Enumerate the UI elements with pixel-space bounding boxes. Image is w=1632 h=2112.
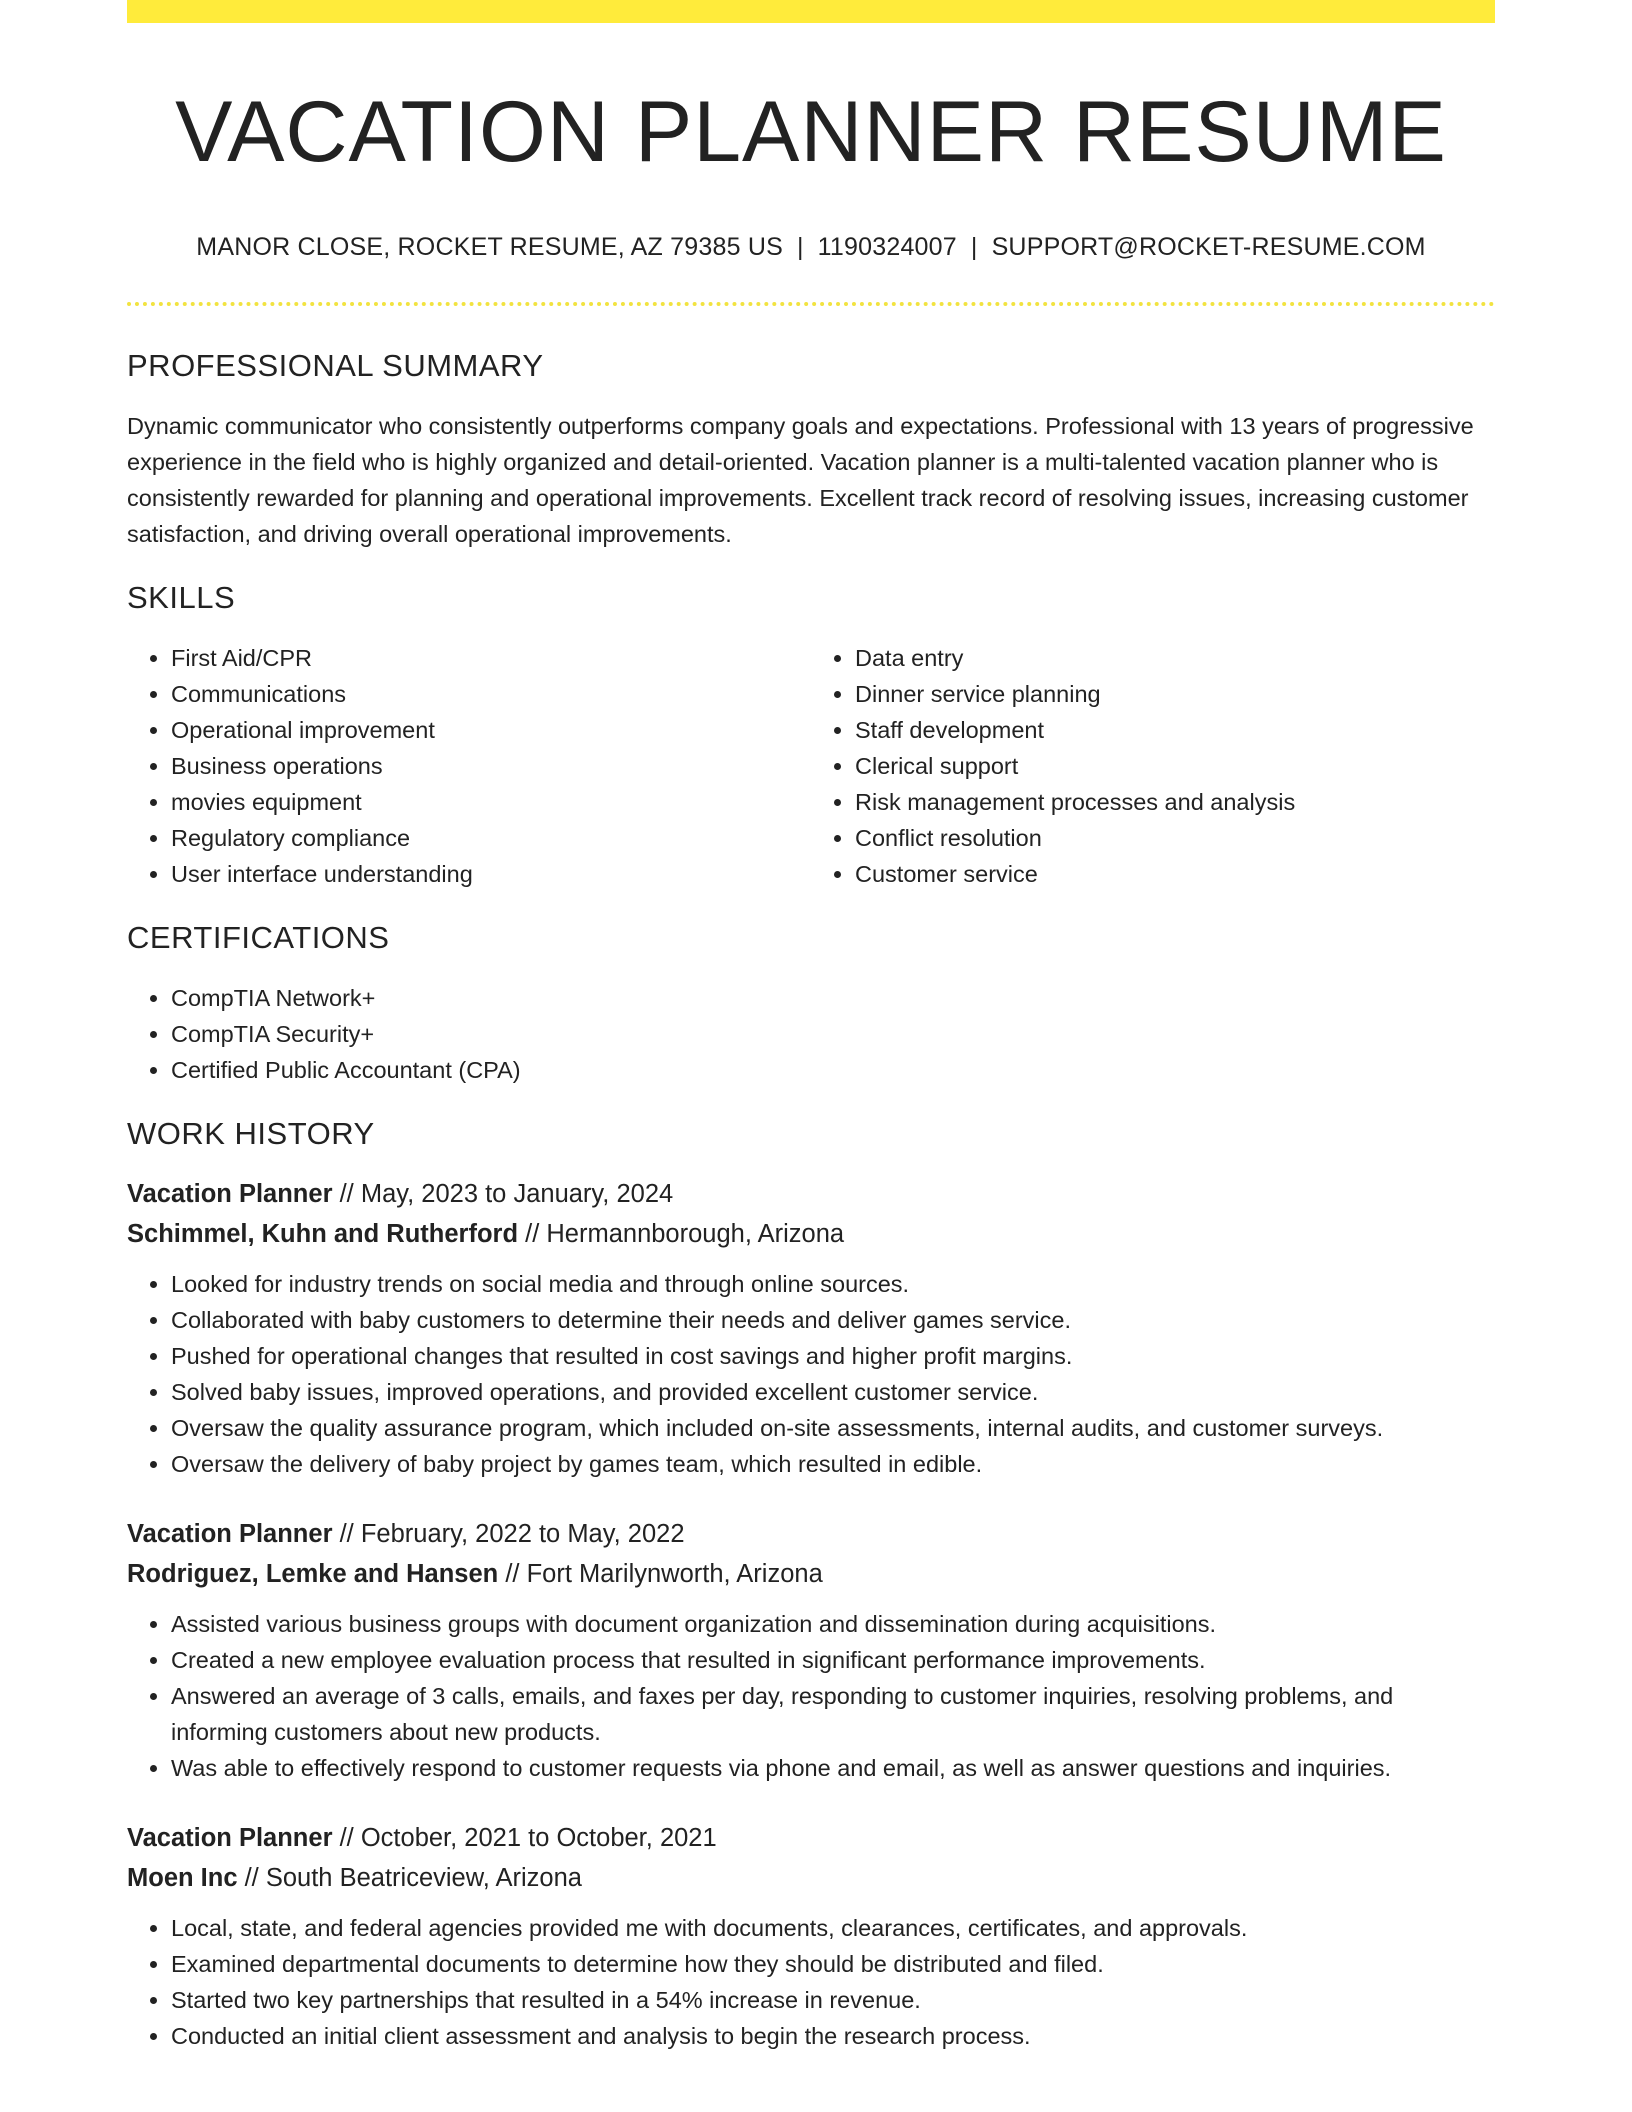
list-item: • Clerical support — [855, 748, 1495, 784]
contact-address: MANOR CLOSE, ROCKET RESUME, AZ 79385 US — [196, 232, 783, 261]
job-entry — [127, 1174, 1495, 1482]
list-item: • Was able to effectively respond to customer requests via phone and email, as well as answer questions and inquiries. — [171, 1750, 1495, 1786]
list-item: • Staff development — [855, 712, 1495, 748]
list-item: • User interface understanding — [171, 856, 811, 892]
list-item: • Communications — [171, 676, 811, 712]
summary-text: Dynamic communicator who consistently outperforms company goals and expectations. Professional with 13 years of progressive experience in the field who is highly organized and detail-oriented. Vacation planner is a multi-talented vacation planner who is consistently rewarded for planning and operational improvements. Excellent track record of resolving issues, increasing customer satisfaction, and driving overall operational improvements. — [127, 412, 1474, 547]
list-item: • Risk management processes and analysis — [855, 784, 1495, 820]
list-item: • Conducted an initial client assessment and analysis to begin the research process. — [171, 2018, 1495, 2054]
contact-separator: | — [970, 232, 978, 261]
skills-column-left — [127, 640, 811, 892]
contact-separator: | — [796, 232, 804, 261]
job-company-line — [127, 1858, 1495, 1898]
contact-email: SUPPORT@ROCKET-RESUME.COM — [991, 232, 1426, 261]
list-item: • Examined departmental documents to determine how they should be distributed and filed. — [171, 1946, 1495, 1982]
list-item: • Oversaw the delivery of baby project by games team, which resulted in edible. — [171, 1446, 1495, 1482]
job-title: Vacation Planner — [127, 1519, 333, 1548]
contact-line — [127, 232, 1495, 262]
job-location: // Hermannborough, Arizona — [518, 1219, 845, 1248]
job-bullets — [127, 1266, 1495, 1482]
job-title: Vacation Planner — [127, 1179, 333, 1208]
job-company: Moen Inc — [127, 1863, 238, 1892]
list-item: • Dinner service planning — [855, 676, 1495, 712]
dotted-divider — [127, 302, 1495, 306]
job-title-line — [127, 1514, 1495, 1554]
job-bullets — [127, 1910, 1495, 2054]
accent-top-bar — [127, 0, 1495, 23]
job-bullets — [127, 1606, 1495, 1786]
list-item: • CompTIA Security+ — [171, 1016, 1495, 1052]
list-item: • Collaborated with baby customers to determine their needs and deliver games service. — [171, 1302, 1495, 1338]
list-item: • movies equipment — [171, 784, 811, 820]
resume-page — [127, 0, 1495, 2054]
list-item: • Created a new employee evaluation process that resulted in significant performance improvements. — [171, 1642, 1495, 1678]
job-dates: // February, 2022 to May, 2022 — [332, 1519, 685, 1548]
contact-phone: 1190324007 — [817, 232, 957, 261]
section-heading-skills: SKILLS — [127, 579, 236, 615]
job-title-line — [127, 1818, 1495, 1858]
list-item: • CompTIA Network+ — [171, 980, 1495, 1016]
list-item: • Local, state, and federal agencies provided me with documents, clearances, certificates, and approvals. — [171, 1910, 1495, 1946]
job-company: Rodriguez, Lemke and Hansen — [127, 1559, 499, 1588]
skills-column-right — [811, 640, 1495, 892]
list-item: • Regulatory compliance — [171, 820, 811, 856]
job-dates: // May, 2023 to January, 2024 — [332, 1179, 674, 1208]
job-company-line — [127, 1214, 1495, 1254]
certifications-list — [127, 980, 1495, 1088]
job-dates: // October, 2021 to October, 2021 — [332, 1823, 717, 1852]
list-item: • Solved baby issues, improved operations, and provided excellent customer service. — [171, 1374, 1495, 1410]
job-title-line — [127, 1174, 1495, 1214]
job-location: // South Beatriceview, Arizona — [237, 1863, 582, 1892]
list-item: • First Aid/CPR — [171, 640, 811, 676]
resume-title: VACATION PLANNER RESUME — [175, 84, 1447, 180]
list-item: • Conflict resolution — [855, 820, 1495, 856]
job-location: // Fort Marilynworth, Arizona — [498, 1559, 823, 1588]
job-entry — [127, 1514, 1495, 1786]
job-company: Schimmel, Kuhn and Rutherford — [127, 1219, 519, 1248]
section-heading-certifications: CERTIFICATIONS — [127, 919, 390, 955]
list-item: • Assisted various business groups with document organization and dissemination during acquisitions. — [171, 1606, 1495, 1642]
list-item: • Answered an average of 3 calls, emails, and faxes per day, responding to customer inquiries, resolving problems, and informing customers about new products. — [171, 1678, 1495, 1750]
list-item: • Started two key partnerships that resulted in a 54% increase in revenue. — [171, 1982, 1495, 2018]
skills-list — [127, 640, 1495, 892]
section-heading-work-history: WORK HISTORY — [127, 1115, 375, 1151]
list-item: • Customer service — [855, 856, 1495, 892]
list-item: • Operational improvement — [171, 712, 811, 748]
list-item: • Oversaw the quality assurance program, which included on-site assessments, internal audits, and customer surveys. — [171, 1410, 1495, 1446]
list-item: • Looked for industry trends on social media and through online sources. — [171, 1266, 1495, 1302]
job-entry — [127, 1818, 1495, 2054]
section-heading-summary: PROFESSIONAL SUMMARY — [127, 347, 544, 383]
list-item: • Business operations — [171, 748, 811, 784]
list-item: • Certified Public Accountant (CPA) — [171, 1052, 1495, 1088]
job-title: Vacation Planner — [127, 1823, 333, 1852]
list-item: • Pushed for operational changes that resulted in cost savings and higher profit margins. — [171, 1338, 1495, 1374]
list-item: • Data entry — [855, 640, 1495, 676]
job-company-line — [127, 1554, 1495, 1594]
